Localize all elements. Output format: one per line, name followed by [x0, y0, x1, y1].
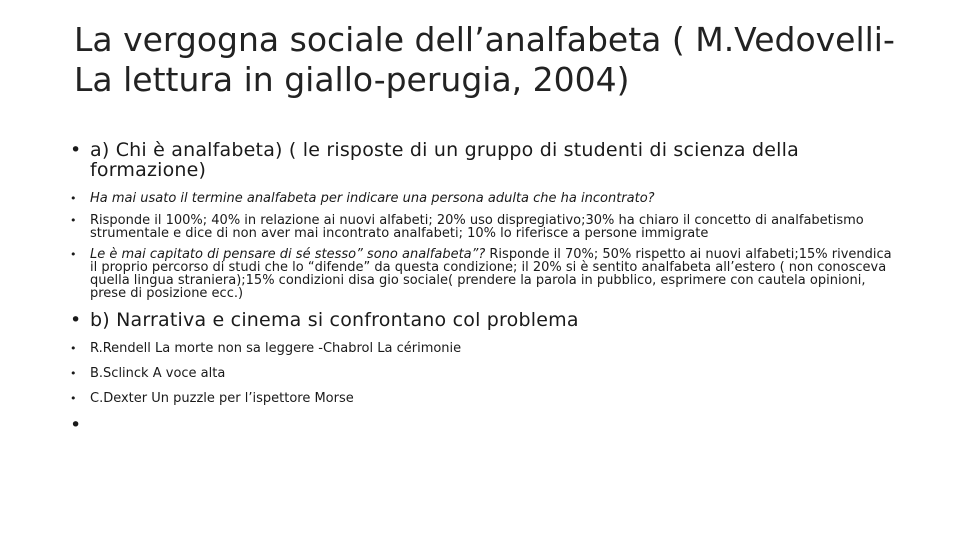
- sub-bullet-work-2: [70, 367, 900, 380]
- sub-bullet-text: B.Sclinck A voce alta: [90, 366, 226, 381]
- bullet-dot: •: [70, 414, 82, 436]
- sub-bullet-text: Risponde il 100%; 40% in relazione ai nuovi alfabeti; 20% uso dispregiativo;30% ha chiaro il concetto di analfabetismo strumentale e dice di non aver mai incontrato analfabeti; 10% lo riferisce a persone immigrate: [90, 213, 864, 241]
- bullet-dot: •: [70, 342, 77, 355]
- bullet-text-a: a) Chi è analfabeta) ( le risposte di un gruppo di studenti di scienza della formazione): [90, 139, 799, 181]
- sub-bullet-work-1: [70, 342, 900, 355]
- sub-bullet-text: Ha mai usato il termine analfabeta per indicare una persona adulta che ha incontrato?: [90, 191, 655, 206]
- sub-bullet-text: R.Rendell La morte non sa leggere -Chabrol La cérimonie: [90, 341, 462, 356]
- title-line-1: La vergogna sociale dell’analfabeta ( M.Vedovelli-: [74, 20, 895, 59]
- bullet-text-b: b) Narrativa e cinema si confrontano col problema: [90, 309, 579, 331]
- sub-bullet-question-1: [70, 192, 900, 205]
- slide-title: [74, 20, 934, 100]
- sub-bullet-work-3: [70, 392, 900, 405]
- bullet-dot: •: [70, 248, 77, 261]
- sub-bullet-answer-1: [70, 214, 900, 240]
- bullet-dot: •: [70, 309, 82, 331]
- bullet-dot: •: [70, 192, 77, 205]
- sub-bullet-question-text: Le è mai capitato di pensare di sé stesso” sono analfabeta”?: [90, 247, 486, 262]
- sub-bullet-question-2: [70, 248, 900, 300]
- title-line-2: La lettura in giallo-perugia, 2004): [74, 60, 630, 99]
- bullet-item-b: [70, 310, 900, 330]
- bullet-dot: •: [70, 392, 77, 405]
- bullet-list: [70, 139, 900, 436]
- bullet-dot: •: [70, 367, 77, 380]
- bullet-dot: •: [70, 139, 82, 161]
- bullet-item-a: [70, 140, 900, 180]
- bullet-dot: •: [70, 214, 77, 227]
- sub-bullet-answer-text: Risponde il 70%; 50% rispetto ai nuovi alfabeti;15% rivendica il proprio percorso di studi che lo “difende” da questa condizione; il 20% si è sentito analfabeta all’estero ( non conosceva quella lingua straniera);15% condizioni disa gio sociale( prendere la parola in pubblico, esprimere con cautela opinioni, prese di posizione ecc.): [90, 247, 892, 301]
- sub-bullet-text: C.Dexter Un puzzle per l’ispettore Morse: [90, 391, 354, 406]
